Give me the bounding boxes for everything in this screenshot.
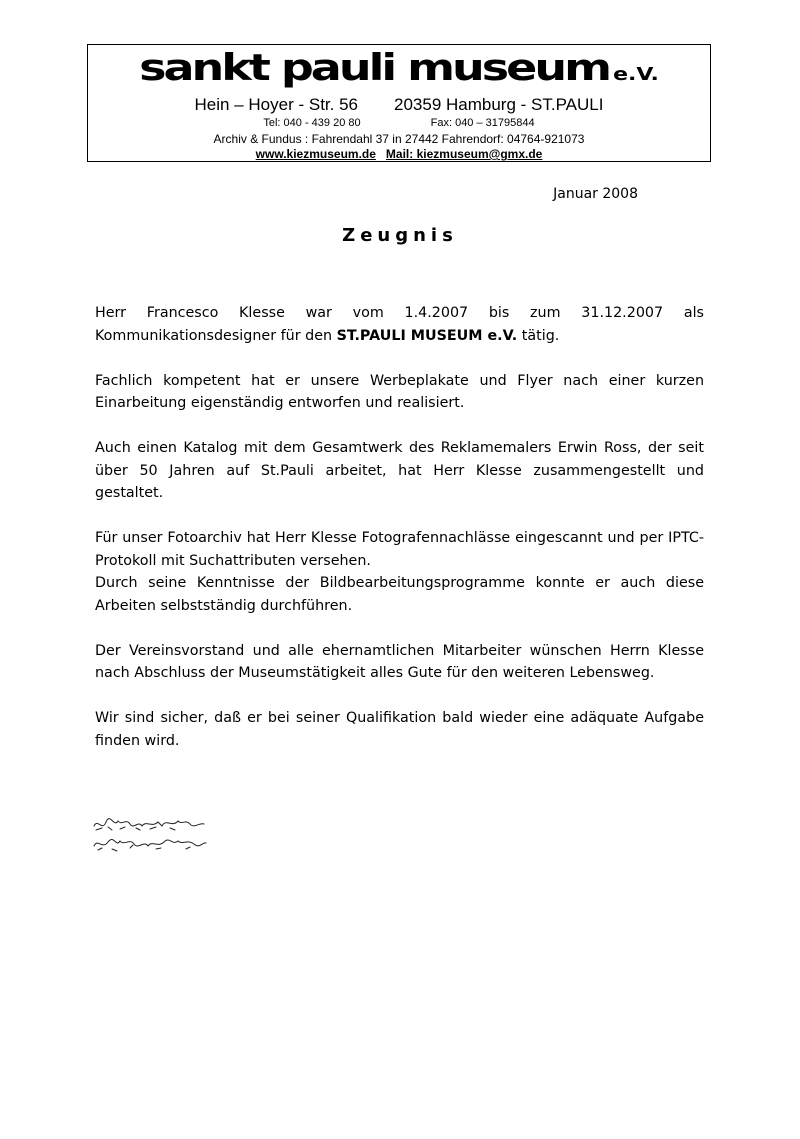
paragraph-outlook: Wir sind sicher, daß er bei seiner Qualifikation bald wieder eine adäquate Aufgabe finden wird. <box>95 710 704 749</box>
paragraph-employment: Herr Francesco Klesse war vom 1.4.2007 bis zum 31.12.2007 als Kommunikationsdesigner für den ST.PAULI MUSEUM e.V. tätig. <box>95 305 704 344</box>
paragraph-catalog: Auch einen Katalog mit dem Gesamtwerk des Reklamemalers Erwin Ross, der seit über 50 Jahren auf St.Pauli arbeitet, hat Herr Klesse zusammengestellt und gestaltet. <box>95 440 704 501</box>
document-date: Januar 2008 <box>553 186 638 202</box>
paragraph-competence: Fachlich kompetent hat er unsere Werbeplakate und Flyer nach einer kurzen Einarbeitung eigenständig entworfen und realisiert. <box>95 372 704 411</box>
letterhead <box>87 44 711 162</box>
website-link[interactable]: www.kiezmuseum.de <box>255 147 376 161</box>
paragraph-software-skills: Durch seine Kenntnisse der Bildbearbeitungsprogramme konnte er auch diese Arbeiten selbstständig durchführen. <box>95 575 704 614</box>
paragraph-farewell: Der Vereinsvorstand und alle ehernamtlichen Mitarbeiter wünschen Herrn Klesse nach Abschluss der Museumstätigkeit alles Gute für den weiteren Lebensweg. <box>95 642 704 681</box>
document-body <box>95 302 704 775</box>
document-title: Zeugnis <box>342 225 458 246</box>
organisation-name: ST.PAULI MUSEUM e.V. <box>336 327 518 344</box>
mail-link[interactable]: Mail: kiezmuseum@gmx.de <box>385 147 543 161</box>
museum-logo: sankt pauli museum e.V. <box>139 45 659 89</box>
archive-address: Archiv & Fundus : Fahrendahl 37 in 27442 Fahrendorf: 04764-921073 <box>213 132 585 146</box>
address-line: Hein – Hoyer - Str. 56 20359 Hamburg - ST.PAULI <box>194 95 604 114</box>
handwritten-signature <box>90 812 210 856</box>
paragraph-photo-archive: Für unser Fotoarchiv hat Herr Klesse Fotografennachlässe eingescannt und per IPTC-Protokoll mit Suchattributen versehen. <box>95 530 704 569</box>
contact-links <box>88 147 710 161</box>
phone-line: Tel: 040 - 439 20 80 Fax: 040 – 31795844 <box>263 117 535 129</box>
